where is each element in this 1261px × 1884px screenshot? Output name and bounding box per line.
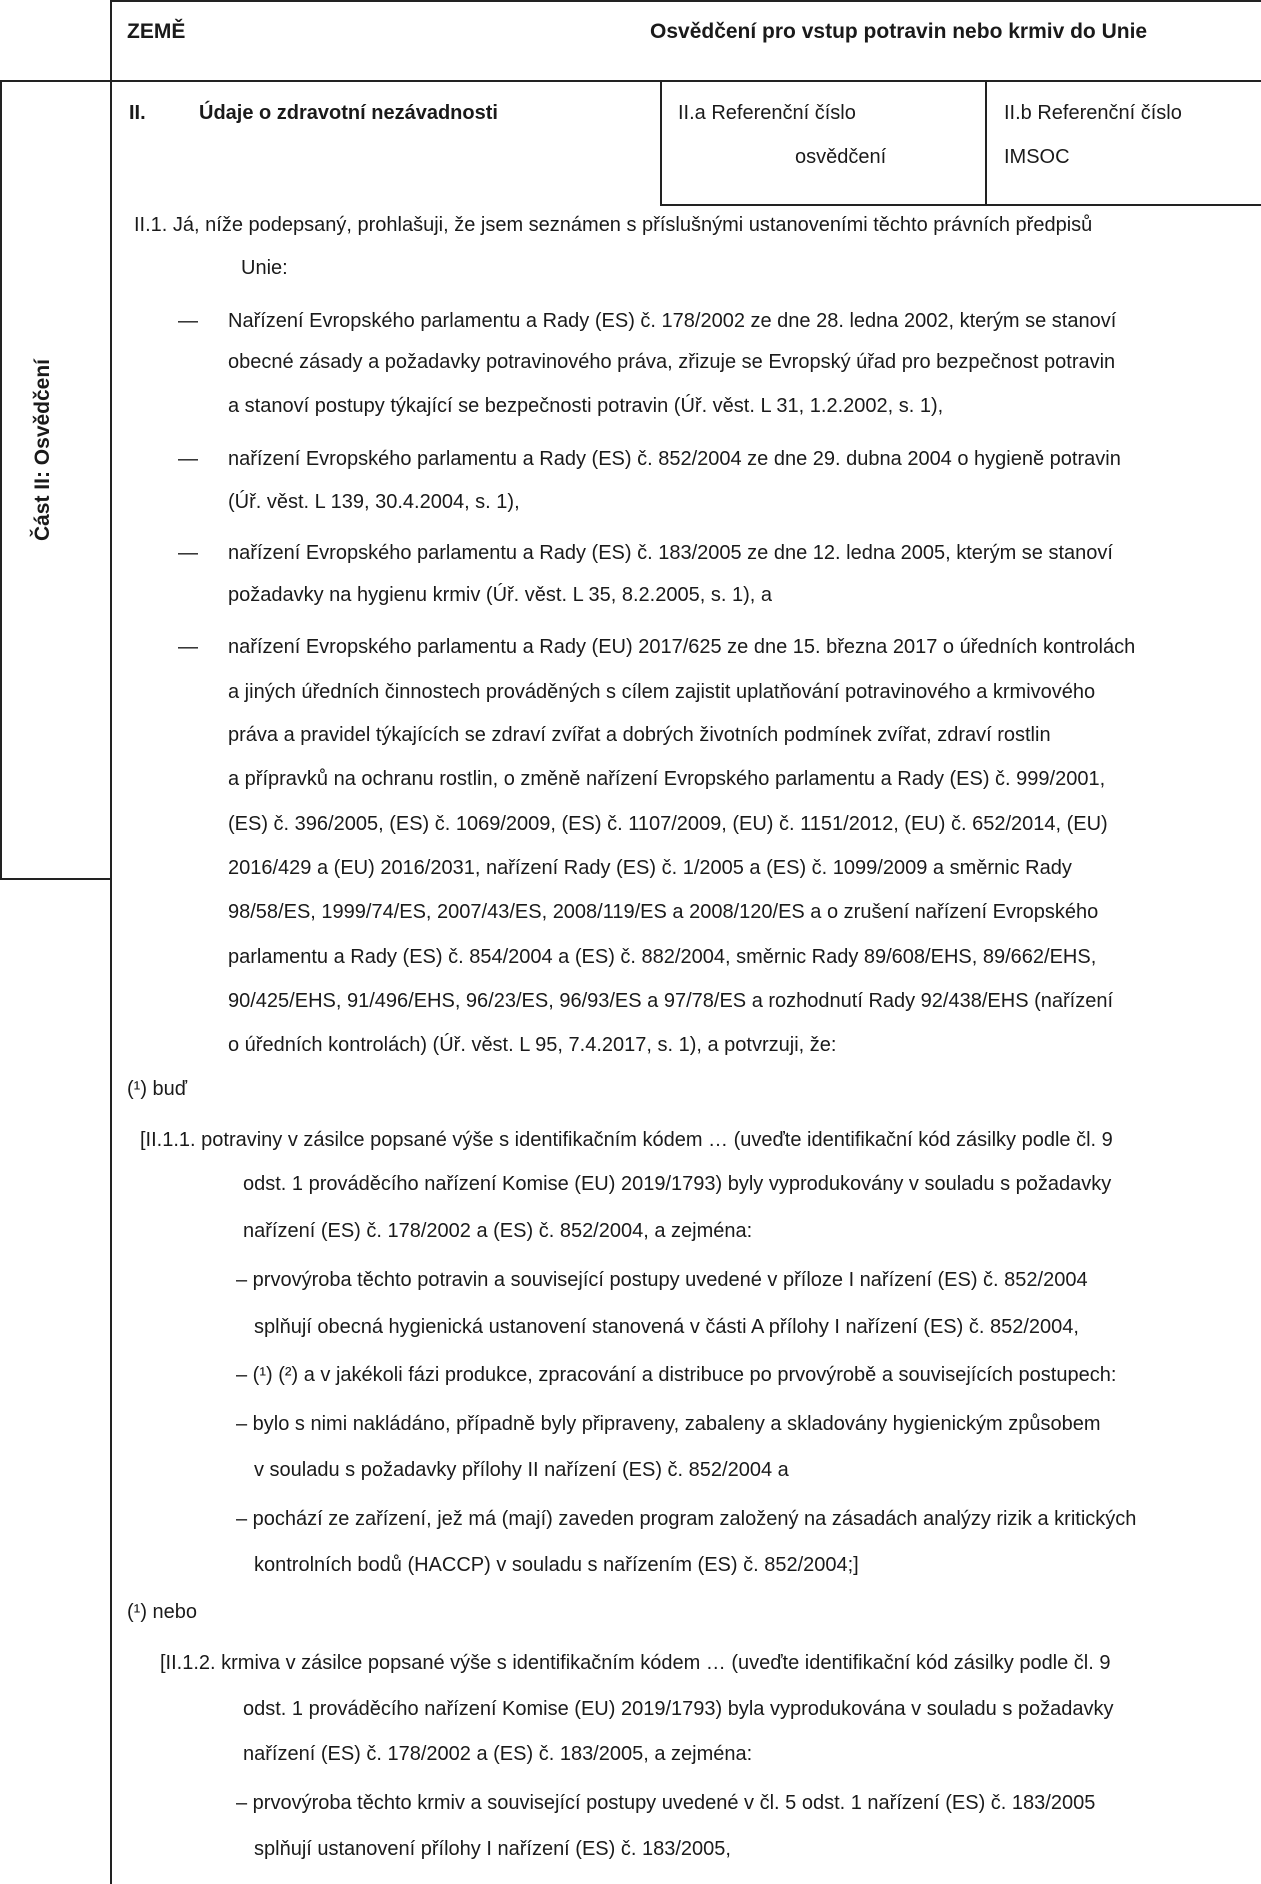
bullet-dash: — — [178, 636, 198, 658]
regulation-2017-625-line: 98/58/ES, 1999/74/ES, 2007/43/ES, 2008/119/ES a 2008/120/ES a o zrušení nařízení Evropského — [228, 901, 1099, 923]
frame-ref-a-left — [660, 80, 662, 205]
regulation-852-2004-line: nařízení Evropského parlamentu a Rady (ES) č. 852/2004 ze dne 29. dubna 2004 o hygieně potravin — [228, 448, 1121, 470]
clause-ii-1-2-item: – prvovýroba těchto krmiv a související postupy uvedené v čl. 5 odst. 1 nařízení (ES) č. 183/2005 — [236, 1792, 1096, 1814]
frame-header-bottom — [0, 80, 1261, 82]
regulation-183-2005-line: požadavky na hygienu krmiv (Úř. věst. L 35, 8.2.2005, s. 1), a — [228, 584, 772, 606]
regulation-2017-625-line: nařízení Evropského parlamentu a Rady (EU) 2017/625 ze dne 15. března 2017 o úředních kontrolách — [228, 636, 1136, 658]
frame-ref-bottom — [660, 204, 1261, 206]
regulation-2017-625-line: o úředních kontrolách) (Úř. věst. L 95, 7.4.2017, s. 1), a potvrzuji, že: — [228, 1034, 837, 1056]
section-heading: Údaje o zdravotní nezávadnosti — [199, 102, 498, 124]
clause-ii-1-1-line: [II.1.1. potraviny v zásilce popsané výše s identifikačním kódem … (uveďte identifikační kód zásilky podle čl. 9 — [140, 1129, 1113, 1151]
frame-main-left — [110, 80, 112, 1884]
regulation-2017-625-line: a přípravků na ochranu rostlin, o změně nařízení Evropského parlamentu a Rady (ES) č. 999/2001, — [228, 768, 1106, 790]
clause-ii-1-1-item-cont: splňují obecná hygienická ustanovení stanovená v části A přílohy I nařízení (ES) č. 852/2004, — [254, 1316, 1079, 1338]
ref-b-label: II.b Referenční číslo — [1004, 102, 1182, 124]
clause-ii-1-1-item-cont: v souladu s požadavky přílohy II nařízení (ES) č. 852/2004 a — [254, 1459, 789, 1481]
frame-ref-b-left — [985, 80, 987, 205]
regulation-2017-625-line: parlamentu a Rady (ES) č. 854/2004 a (ES) č. 882/2004, směrnic Rady 89/608/EHS, 89/662/EHS, — [228, 946, 1097, 968]
regulation-178-2002-line: Nařízení Evropského parlamentu a Rady (ES) č. 178/2002 ze dne 28. ledna 2002, kterým se stanoví — [228, 310, 1117, 332]
bullet-dash: — — [178, 310, 198, 332]
frame-side-column-left — [0, 80, 2, 880]
section-number: II. — [129, 102, 146, 124]
clause-ii-1-2-item-cont: splňují ustanovení přílohy I nařízení (ES) č. 183/2005, — [254, 1838, 731, 1860]
regulation-2017-625-line: práva a pravidel týkajících se zdraví zvířat a dobrých životních podmínek zvířat, zdraví rostlin — [228, 724, 1051, 746]
intro-line-cont: Unie: — [241, 257, 288, 279]
clause-ii-1-1-item: – bylo s nimi nakládáno, případně byly připraveny, zabaleny a skladovány hygienickým způsobem — [236, 1413, 1101, 1435]
clause-ii-1-2-line: odst. 1 prováděcího nařízení Komise (EU) 2019/1793) byla vyprodukována v souladu s požadavky — [243, 1698, 1114, 1720]
clause-ii-1-1-item: – pochází ze zařízení, jež má (mají) zaveden program založený na zásadách analýzy rizik a kritických — [236, 1508, 1137, 1530]
clause-ii-1-1-line: odst. 1 prováděcího nařízení Komise (EU) 2019/1793) byly vyprodukovány v souladu s požadavky — [243, 1173, 1112, 1195]
clause-ii-1-1-item: – prvovýroba těchto potravin a související postupy uvedené v příloze I nařízení (ES) č. 852/2004 — [236, 1269, 1088, 1291]
ref-a-label: II.a Referenční číslo — [678, 102, 856, 124]
frame-side-column-bottom — [0, 878, 112, 880]
country-label: ZEMĚ — [127, 20, 186, 43]
bullet-dash: — — [178, 542, 198, 564]
regulation-183-2005-line: nařízení Evropského parlamentu a Rady (ES) č. 183/2005 ze dne 12. ledna 2005, kterým se stanoví — [228, 542, 1113, 564]
regulation-852-2004-line: (Úř. věst. L 139, 30.4.2004, s. 1), — [228, 491, 520, 513]
regulation-178-2002-line: obecné zásady a požadavky potravinového práva, zřizuje se Evropský úřad pro bezpečnost potravin — [228, 351, 1116, 373]
clause-ii-1-1-item: – (¹) (²) a v jakékoli fázi produkce, zpracování a distribuce po prvovýrobě a souvisejících postupech: — [236, 1364, 1117, 1386]
ref-a-label-cont: osvědčení — [795, 146, 887, 168]
regulation-178-2002-line: a stanoví postupy týkající se bezpečnosti potravin (Úř. věst. L 31, 1.2.2002, s. 1), — [228, 395, 944, 417]
clause-ii-1-2-line: [II.1.2. krmiva v zásilce popsané výše s identifikačním kódem … (uveďte identifikační kód zásilky podle čl. 9 — [160, 1652, 1111, 1674]
ref-b-label-cont: IMSOC — [1004, 146, 1070, 168]
certificate-title: Osvědčení pro vstup potravin nebo krmiv do Unie — [650, 20, 1148, 43]
option-either-label: (¹) buď — [127, 1078, 188, 1100]
bullet-dash: — — [178, 448, 198, 470]
frame-left-header — [110, 0, 112, 81]
clause-ii-1-1-item-cont: kontrolních bodů (HACCP) v souladu s nařízením (ES) č. 852/2004;] — [254, 1554, 859, 1576]
intro-line: II.1. Já, níže podepsaný, prohlašuji, že jsem seznámen s příslušnými ustanoveními těchto právních předpisů — [134, 214, 1093, 236]
regulation-2017-625-line: (ES) č. 396/2005, (ES) č. 1069/2009, (ES) č. 1107/2009, (EU) č. 1151/2012, (EU) č. 652/2014, (EU) — [228, 813, 1108, 835]
frame-top — [110, 0, 1261, 2]
side-label-part-ii: Část II: Osvědčení — [31, 358, 54, 542]
regulation-2017-625-line: a jiných úředních činnostech prováděných s cílem zajistit uplatňování potravinového a krmivového — [228, 681, 1096, 703]
regulation-2017-625-line: 90/425/EHS, 91/496/EHS, 96/23/ES, 96/93/ES a 97/78/ES a rozhodnutí Rady 92/438/EHS (nařízení — [228, 990, 1114, 1012]
regulation-2017-625-line: 2016/429 a (EU) 2016/2031, nařízení Rady (ES) č. 1/2005 a (ES) č. 1099/2009 a směrnic Rady — [228, 857, 1072, 879]
option-or-label: (¹) nebo — [127, 1601, 198, 1623]
clause-ii-1-1-line: nařízení (ES) č. 178/2002 a (ES) č. 852/2004, a zejména: — [243, 1220, 753, 1242]
clause-ii-1-2-line: nařízení (ES) č. 178/2002 a (ES) č. 183/2005, a zejména: — [243, 1743, 753, 1765]
